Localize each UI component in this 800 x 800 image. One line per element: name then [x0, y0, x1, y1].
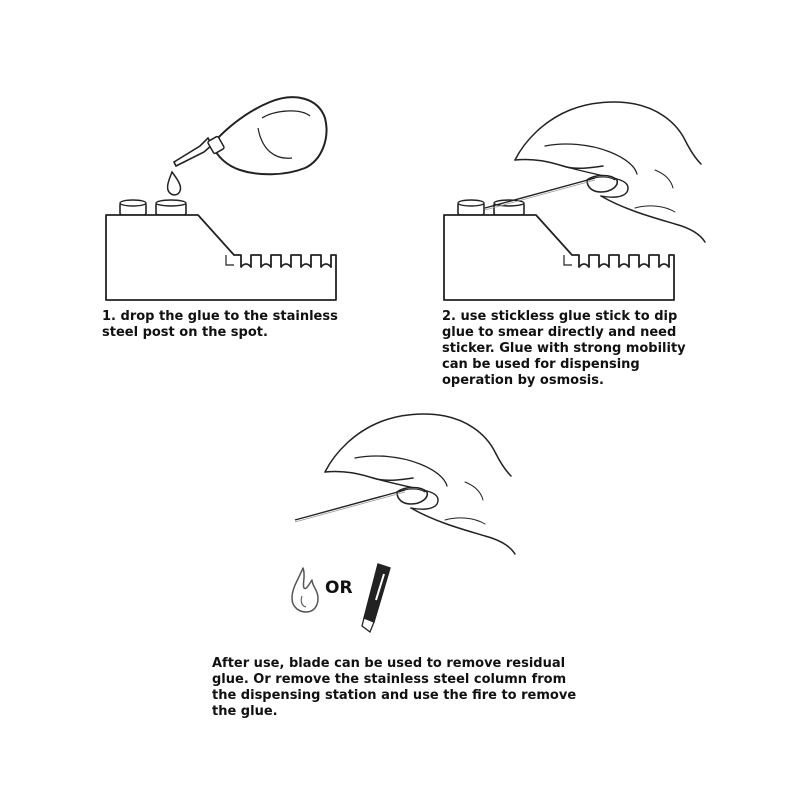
- or-label: OR: [325, 578, 353, 598]
- dispensing-station: [106, 200, 336, 300]
- glue-bottle-icon: [174, 97, 326, 174]
- step1-illustration: [106, 97, 336, 300]
- step1-caption: 1. drop the glue to the stainless steel post on the spot.: [102, 309, 338, 340]
- utility-knife-icon: [362, 564, 390, 632]
- step3-caption: After use, blade can be used to remove residual glue. Or remove the stainless steel column from the dispensing station and use the fire to remove the glue.: [212, 656, 577, 719]
- dispensing-station: [444, 200, 674, 300]
- step3-illustration: [292, 414, 515, 632]
- glue-drop-icon: [168, 172, 181, 195]
- hand-icon: [295, 414, 515, 554]
- step2-caption: 2. use stickless glue stick to dip glue to smear directly and need sticker. Glue with strong mobility can be used for dispensing operation by osmosis.: [442, 309, 686, 388]
- flame-icon: [292, 568, 318, 612]
- step2-illustration: [444, 102, 705, 300]
